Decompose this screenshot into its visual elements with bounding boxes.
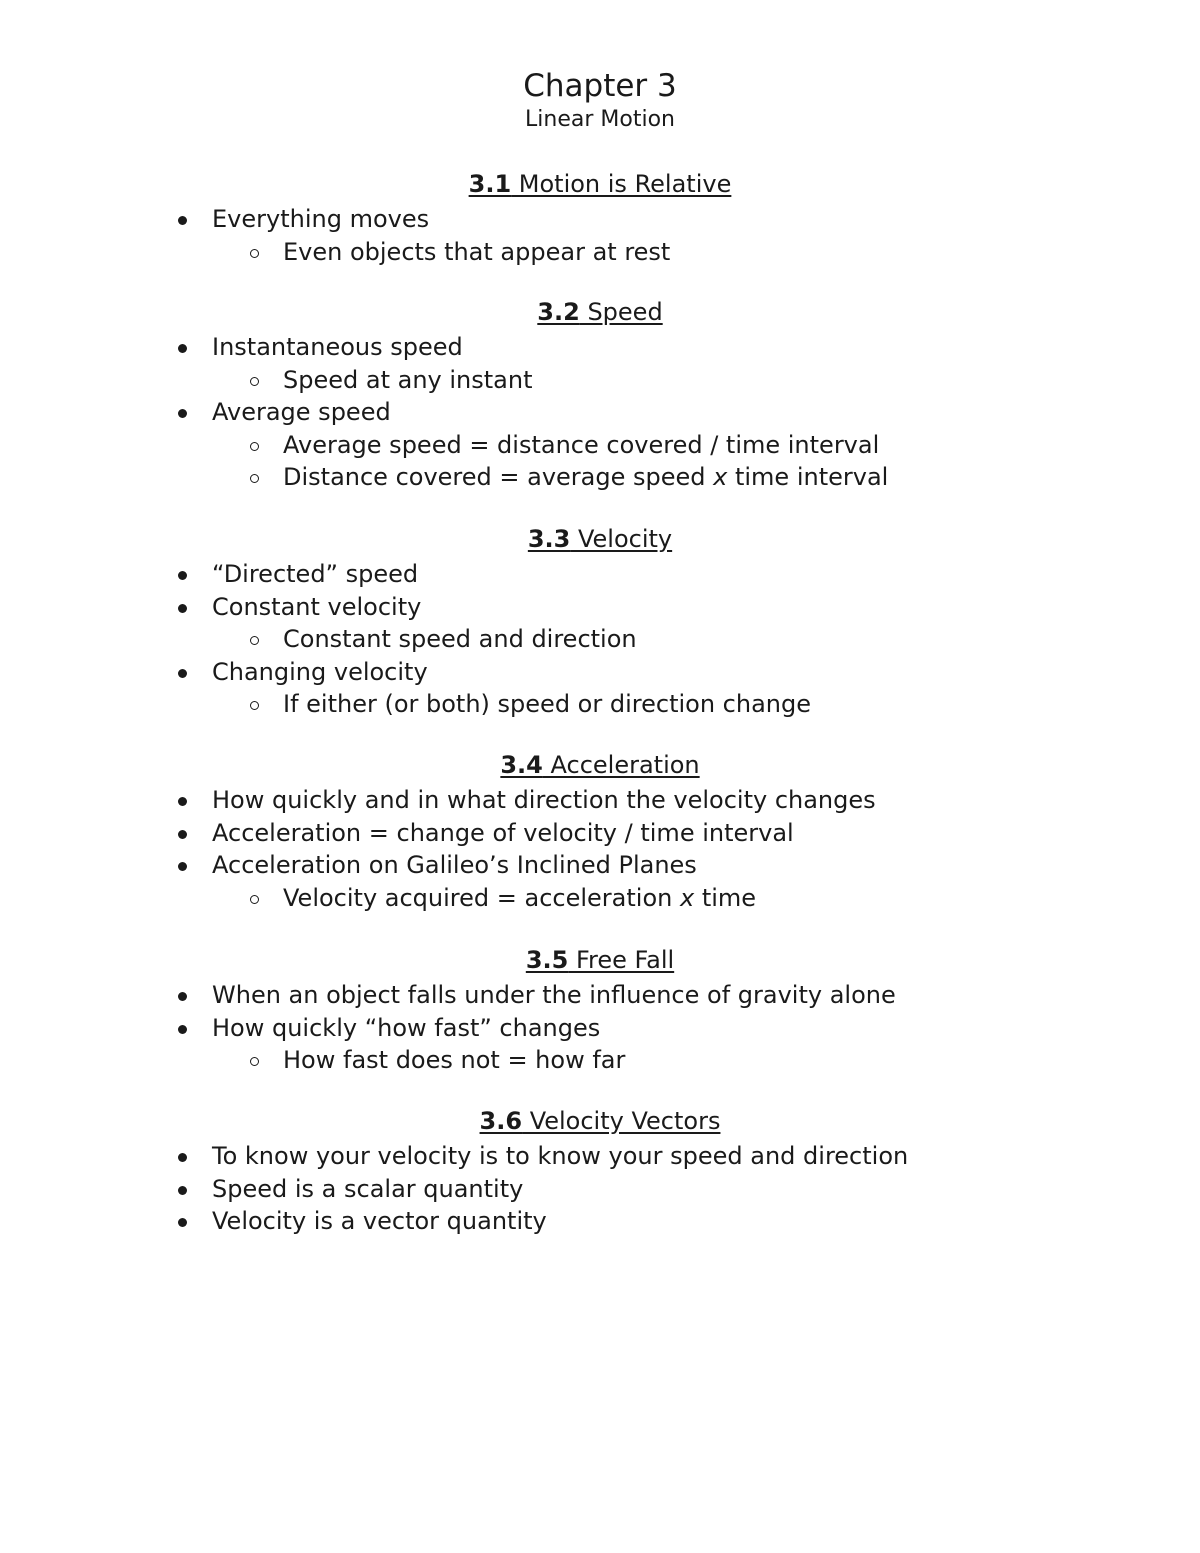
bullet-item (0, 1140, 1200, 1173)
bullet-item (0, 331, 1200, 364)
section (0, 946, 1200, 1077)
section-heading (0, 946, 1200, 979)
filled-bullet-icon (178, 1025, 187, 1034)
filled-bullet-icon (178, 1186, 187, 1195)
section-name: Velocity Vectors (522, 1107, 721, 1135)
section (0, 298, 1200, 494)
hollow-bullet-icon (250, 249, 259, 258)
section-number: 3.2 (537, 298, 580, 326)
bullet-item (0, 558, 1200, 591)
bullet-text: Even objects that appear at rest (283, 237, 671, 266)
bullet-item (0, 591, 1200, 624)
section-heading (0, 751, 1200, 784)
hollow-bullet-icon (250, 377, 259, 386)
section (0, 1107, 1200, 1238)
sub-bullet-item (0, 429, 1200, 462)
section-heading (0, 298, 1200, 331)
filled-bullet-icon (178, 862, 187, 871)
section-number: 3.5 (525, 946, 569, 974)
chapter-subtitle: Linear Motion (525, 107, 675, 132)
section-number: 3.4 (500, 751, 543, 779)
filled-bullet-icon (178, 409, 187, 418)
bullet-text: Average speed (212, 398, 391, 426)
bullet-text: If either (or both) speed or direction change (283, 690, 811, 718)
section-heading (0, 1107, 1200, 1140)
bullet-text: Acceleration on Galileo’s Inclined Planes (212, 851, 697, 879)
bullet-text: Speed at any instant (283, 365, 533, 394)
bullet-item (0, 1012, 1200, 1045)
filled-bullet-icon (178, 604, 187, 613)
sub-bullet-item (0, 1044, 1200, 1077)
italic-times-symbol: x (713, 463, 728, 491)
bullet-text: When an object falls under the influence of gravity alone (212, 981, 896, 1009)
bullet-text: Acceleration = change of velocity / time interval (212, 818, 794, 847)
filled-bullet-icon (178, 992, 187, 1001)
section (0, 751, 1200, 914)
filled-bullet-icon (178, 1218, 187, 1227)
section-number: 3.1 (468, 170, 512, 198)
bullet-item (0, 203, 1200, 236)
hollow-bullet-icon (250, 895, 259, 904)
bullet-item (0, 656, 1200, 689)
bullet-text: To know your velocity is to know your speed and direction (212, 1142, 909, 1170)
section-name: Motion is Relative (511, 170, 732, 198)
bullet-text: Instantaneous speed (212, 333, 463, 361)
section-name: Acceleration (542, 751, 700, 779)
bullet-item (0, 1205, 1200, 1238)
section (0, 170, 1200, 268)
sub-bullet-item (0, 882, 1200, 915)
bullet-item (0, 784, 1200, 817)
section-name: Velocity (570, 525, 673, 553)
bullet-item (0, 817, 1200, 850)
section (0, 525, 1200, 721)
filled-bullet-icon (178, 1153, 187, 1162)
hollow-bullet-icon (250, 701, 259, 710)
sub-bullet-item (0, 364, 1200, 397)
bullet-text: Distance covered = average speed x time interval (283, 463, 889, 491)
bullet-text: Velocity is a vector quantity (212, 1207, 547, 1235)
sub-bullet-item (0, 688, 1200, 721)
hollow-bullet-icon (250, 474, 259, 483)
bullet-item (0, 396, 1200, 429)
bullet-text: Speed is a scalar quantity (212, 1174, 524, 1203)
chapter-title: Chapter 3 (523, 68, 677, 104)
filled-bullet-icon (178, 571, 187, 580)
bullet-item (0, 1173, 1200, 1206)
section-heading (0, 170, 1200, 203)
hollow-bullet-icon (250, 442, 259, 451)
section-number: 3.3 (527, 525, 571, 553)
section-heading (0, 525, 1200, 558)
bullet-text: “Directed” speed (212, 560, 419, 588)
bullet-item (0, 849, 1200, 882)
filled-bullet-icon (178, 797, 187, 806)
section-name: Speed (579, 298, 663, 326)
bullet-text: How fast does not = how far (283, 1046, 626, 1074)
sub-bullet-item (0, 461, 1200, 494)
hollow-bullet-icon (250, 1057, 259, 1066)
sub-bullet-item (0, 236, 1200, 269)
sub-bullet-item (0, 623, 1200, 656)
bullet-text: How quickly and in what direction the velocity changes (212, 786, 876, 814)
italic-times-symbol: x (679, 883, 695, 912)
section-number: 3.6 (479, 1107, 523, 1135)
bullet-text: How quickly “how fast” changes (212, 1013, 601, 1042)
filled-bullet-icon (178, 830, 187, 839)
bullet-text: Velocity acquired = acceleration x time (283, 883, 757, 912)
bullet-text: Average speed = distance covered / time interval (283, 430, 880, 459)
section-name: Free Fall (568, 946, 675, 974)
bullet-item (0, 979, 1200, 1012)
bullet-text: Everything moves (212, 205, 430, 233)
filled-bullet-icon (178, 344, 187, 353)
hollow-bullet-icon (250, 636, 259, 645)
bullet-text: Constant speed and direction (283, 625, 637, 653)
filled-bullet-icon (178, 669, 187, 678)
bullet-text: Changing velocity (212, 657, 428, 686)
filled-bullet-icon (178, 216, 187, 225)
bullet-text: Constant velocity (212, 592, 422, 621)
